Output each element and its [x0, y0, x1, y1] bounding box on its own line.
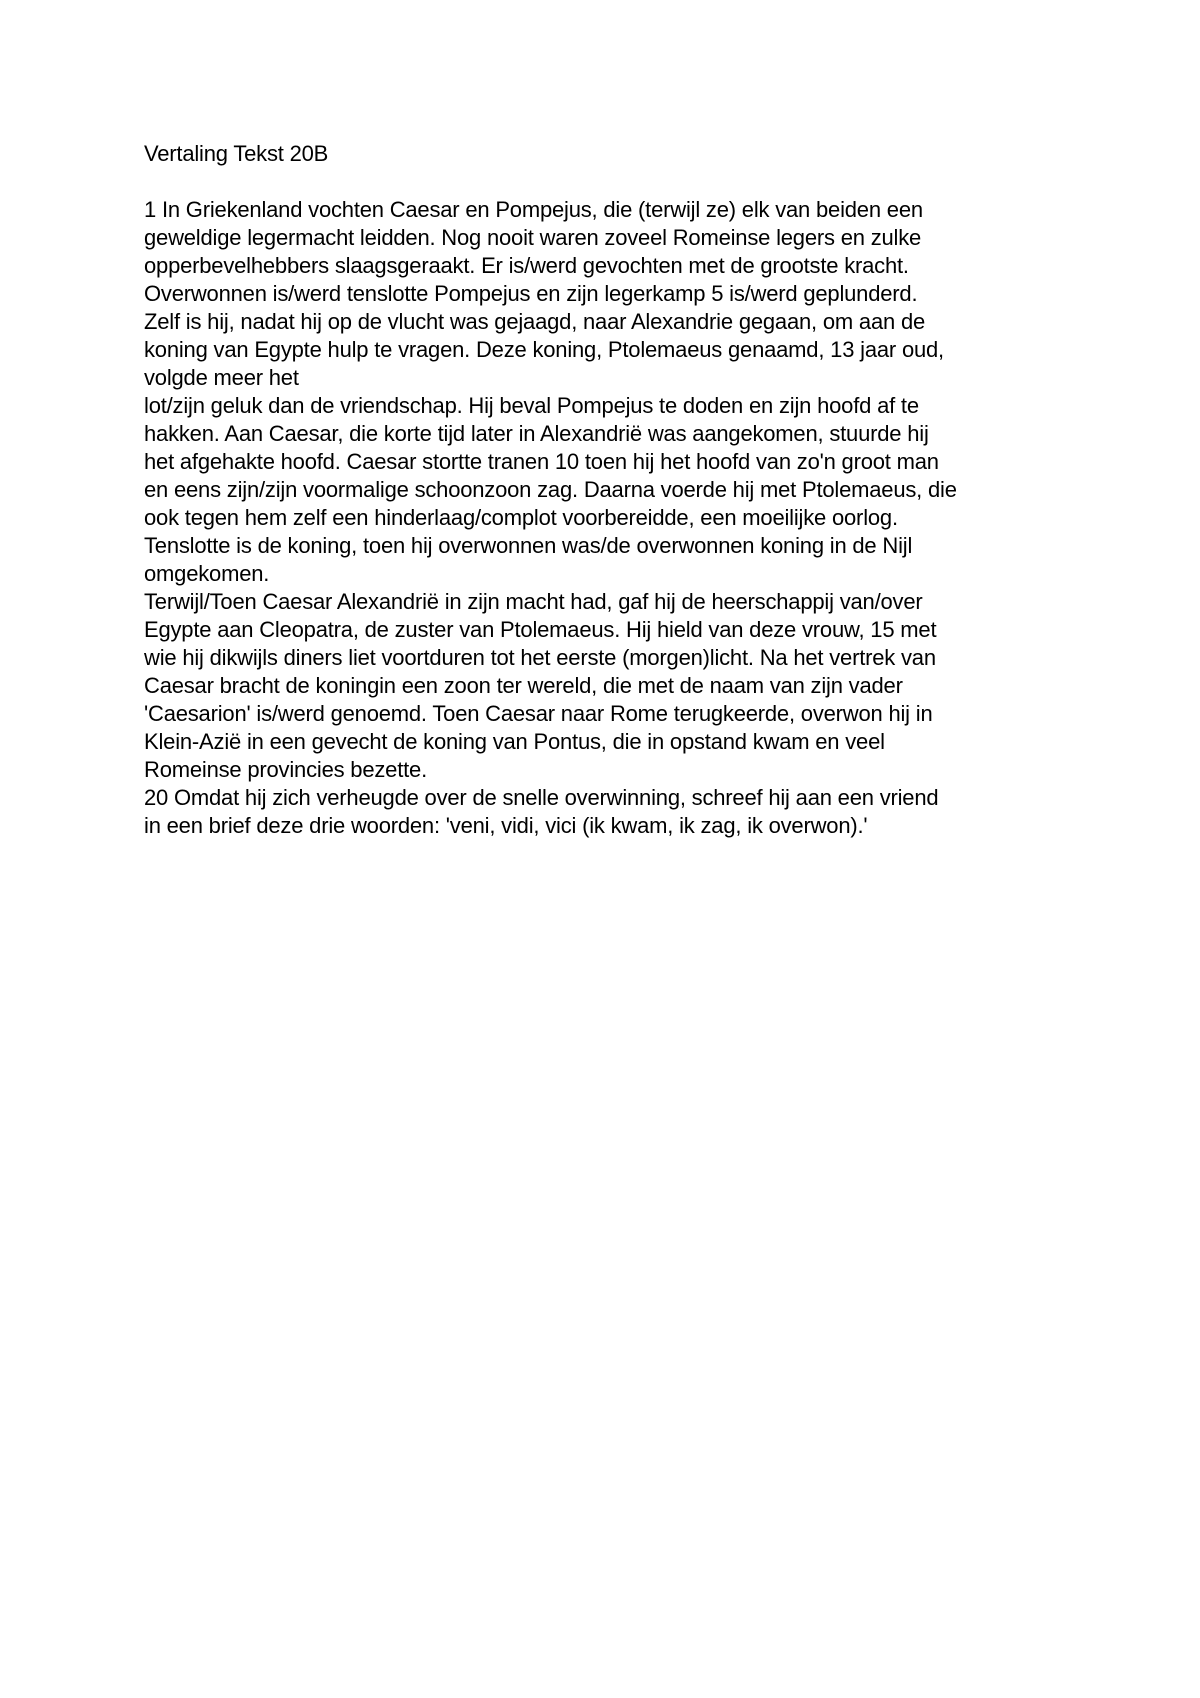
- text-line: Tenslotte is de koning, toen hij overwonnen was/de overwonnen koning in de Nijl: [144, 533, 913, 558]
- text-line: in een brief deze drie woorden: 'veni, vidi, vici (ik kwam, ik zag, ik overwon).': [144, 813, 868, 838]
- text-line: 1 In Griekenland vochten Caesar en Pompejus, die (terwijl ze) elk van beiden een: [144, 197, 923, 222]
- text-line: hakken. Aan Caesar, die korte tijd later in Alexandrië was aangekomen, stuurde hij: [144, 421, 929, 446]
- document-title: Vertaling Tekst 20B: [144, 141, 329, 166]
- text-line: wie hij dikwijls diners liet voortduren tot het eerste (morgen)licht. Na het vertrek van: [144, 645, 936, 670]
- text-line: koning van Egypte hulp te vragen. Deze koning, Ptolemaeus genaamd, 13 jaar oud,: [144, 337, 944, 362]
- text-line: en eens zijn/zijn voormalige schoonzoon zag. Daarna voerde hij met Ptolemaeus, die: [144, 477, 957, 502]
- text-line: geweldige legermacht leidden. Nog nooit waren zoveel Romeinse legers en zulke: [144, 225, 922, 250]
- text-line: Egypte aan Cleopatra, de zuster van Ptolemaeus. Hij hield van deze vrouw, 15 met: [144, 617, 937, 642]
- text-line: volgde meer het: [144, 365, 299, 390]
- text-line: Romeinse provincies bezette.: [144, 757, 427, 782]
- text-line: lot/zijn geluk dan de vriendschap. Hij beval Pompejus te doden en zijn hoofd af te: [144, 393, 919, 418]
- text-line: Zelf is hij, nadat hij op de vlucht was gejaagd, naar Alexandrie gegaan, om aan de: [144, 309, 926, 334]
- text-line: 'Caesarion' is/werd genoemd. Toen Caesar naar Rome terugkeerde, overwon hij in: [144, 701, 933, 726]
- text-line: 20 Omdat hij zich verheugde over de snelle overwinning, schreef hij aan een vriend: [144, 785, 939, 810]
- text-line: Caesar bracht de koningin een zoon ter wereld, die met de naam van zijn vader: [144, 673, 903, 698]
- text-line: omgekomen.: [144, 561, 270, 586]
- text-line: ook tegen hem zelf een hinderlaag/complot voorbereidde, een moeilijke oorlog.: [144, 505, 898, 530]
- document-text: [144, 196, 1074, 840]
- text-line: Overwonnen is/werd tenslotte Pompejus en zijn legerkamp 5 is/werd geplunderd.: [144, 281, 918, 306]
- text-line: Klein-Azië in een gevecht de koning van Pontus, die in opstand kwam en veel: [144, 729, 885, 754]
- text-line: het afgehakte hoofd. Caesar stortte tranen 10 toen hij het hoofd van zo'n groot man: [144, 449, 939, 474]
- text-line: Terwijl/Toen Caesar Alexandrië in zijn macht had, gaf hij de heerschappij van/over: [144, 589, 923, 614]
- document-body: [144, 140, 1074, 840]
- text-line: opperbevelhebbers slaagsgeraakt. Er is/werd gevochten met de grootste kracht.: [144, 253, 909, 278]
